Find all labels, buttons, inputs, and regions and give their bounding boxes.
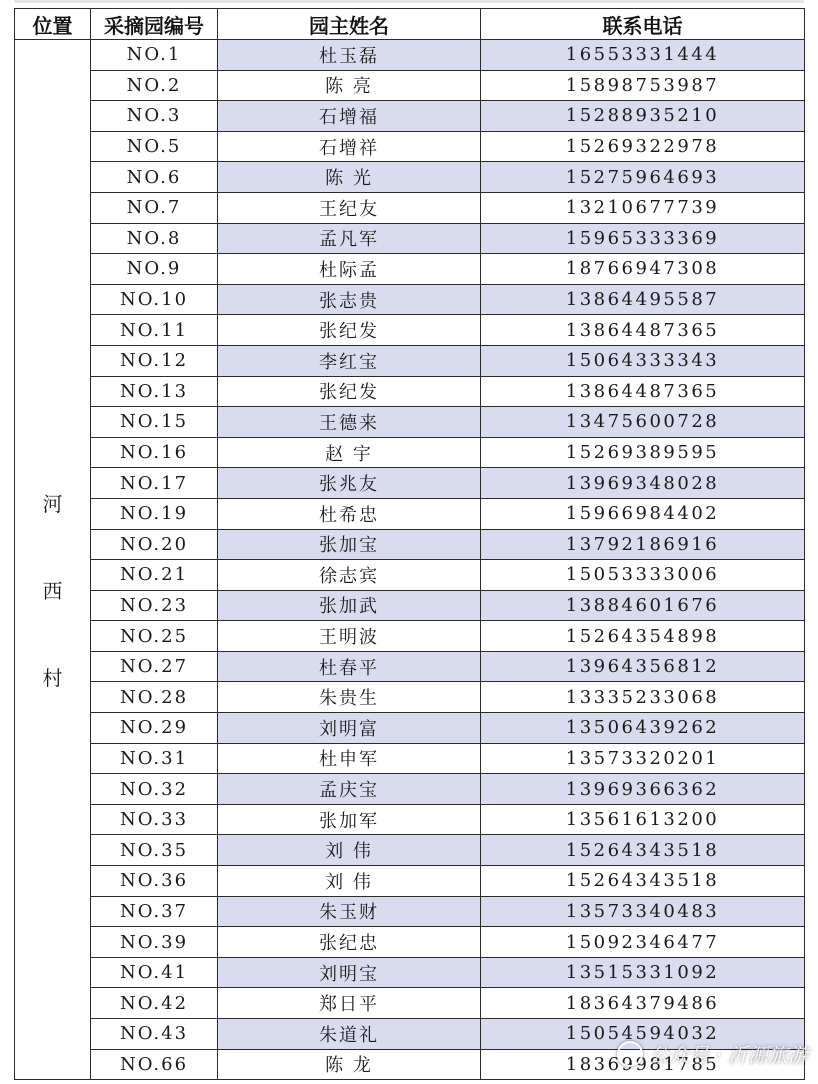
table-row <box>15 223 805 254</box>
phone-cell: 13864487365 <box>481 315 805 346</box>
header-row <box>15 9 805 40</box>
garden-number-cell: NO.32 <box>91 774 218 805</box>
table-row <box>15 651 805 682</box>
garden-number-cell: NO.12 <box>91 345 218 376</box>
table-row <box>15 713 805 744</box>
table-row <box>15 1049 805 1080</box>
owner-name-cell: 刘 伟 <box>218 866 481 897</box>
table-row <box>15 866 805 897</box>
garden-number-cell: NO.9 <box>91 254 218 285</box>
header-garden-number: 采摘园编号 <box>91 9 218 40</box>
table-row <box>15 407 805 438</box>
table-row <box>15 315 805 346</box>
table-row <box>15 468 805 499</box>
phone-cell: 13506439262 <box>481 713 805 744</box>
phone-cell: 13884601676 <box>481 590 805 621</box>
table-row <box>15 498 805 529</box>
table-row <box>15 621 805 652</box>
garden-number-cell: NO.17 <box>91 468 218 499</box>
table-row <box>15 774 805 805</box>
table-row <box>15 896 805 927</box>
table-row <box>15 376 805 407</box>
garden-number-cell: NO.6 <box>91 162 218 193</box>
garden-number-cell: NO.25 <box>91 621 218 652</box>
garden-number-cell: NO.39 <box>91 927 218 958</box>
phone-cell: 13561613200 <box>481 804 805 835</box>
owner-name-cell: 朱道礼 <box>218 1019 481 1050</box>
table-row <box>15 40 805 71</box>
phone-cell: 13573320201 <box>481 743 805 774</box>
phone-cell: 18364379486 <box>481 988 805 1019</box>
owner-name-cell: 张加宝 <box>218 529 481 560</box>
garden-number-cell: NO.66 <box>91 1049 218 1080</box>
table-row <box>15 70 805 101</box>
table-row <box>15 254 805 285</box>
phone-cell: 15288935210 <box>481 101 805 132</box>
owner-name-cell: 郑日平 <box>218 988 481 1019</box>
garden-number-cell: NO.8 <box>91 223 218 254</box>
garden-number-cell: NO.23 <box>91 590 218 621</box>
table-row <box>15 927 805 958</box>
phone-cell: 15054594032 <box>481 1019 805 1050</box>
phone-cell: 13573340483 <box>481 896 805 927</box>
owner-name-cell: 张加军 <box>218 804 481 835</box>
table-row <box>15 835 805 866</box>
garden-number-cell: NO.16 <box>91 437 218 468</box>
table-row <box>15 131 805 162</box>
owner-name-cell: 刘明宝 <box>218 957 481 988</box>
table-row <box>15 957 805 988</box>
table-row <box>15 1019 805 1050</box>
phone-cell: 16553331444 <box>481 40 805 71</box>
phone-cell: 15053333006 <box>481 560 805 591</box>
phone-cell: 13864495587 <box>481 284 805 315</box>
location-cell <box>15 40 91 1080</box>
owner-name-cell: 王明波 <box>218 621 481 652</box>
owner-name-cell: 杜申军 <box>218 743 481 774</box>
owner-name-cell: 陈 亮 <box>218 70 481 101</box>
owner-name-cell: 赵 宇 <box>218 437 481 468</box>
table-row <box>15 437 805 468</box>
location-village-name <box>15 488 90 691</box>
phone-cell: 15264343518 <box>481 835 805 866</box>
garden-number-cell: NO.31 <box>91 743 218 774</box>
owner-name-cell: 张兆友 <box>218 468 481 499</box>
phone-cell: 15064333343 <box>481 345 805 376</box>
phone-cell: 15269322978 <box>481 131 805 162</box>
garden-number-cell: NO.43 <box>91 1019 218 1050</box>
phone-cell: 15898753987 <box>481 70 805 101</box>
table-row <box>15 284 805 315</box>
garden-number-cell: NO.3 <box>91 101 218 132</box>
garden-number-cell: NO.42 <box>91 988 218 1019</box>
owner-name-cell: 朱玉财 <box>218 896 481 927</box>
phone-cell: 13335233068 <box>481 682 805 713</box>
location-char: 西 <box>42 579 63 604</box>
table-row <box>15 529 805 560</box>
phone-cell: 13969348028 <box>481 468 805 499</box>
location-char: 河 <box>42 492 63 517</box>
header-owner-name: 园主姓名 <box>218 9 481 40</box>
owner-name-cell: 孟凡军 <box>218 223 481 254</box>
owner-name-cell: 张加武 <box>218 590 481 621</box>
owner-name-cell: 陈 龙 <box>218 1049 481 1080</box>
phone-cell: 15269389595 <box>481 437 805 468</box>
phone-cell: 13210677739 <box>481 192 805 223</box>
header-phone: 联系电话 <box>481 9 805 40</box>
phone-cell: 13969366362 <box>481 774 805 805</box>
table-row <box>15 682 805 713</box>
owner-name-cell: 张志贵 <box>218 284 481 315</box>
table-row <box>15 560 805 591</box>
phone-cell: 13792186916 <box>481 529 805 560</box>
table-body <box>15 40 805 1080</box>
phone-cell: 15264354898 <box>481 621 805 652</box>
phone-cell: 15275964693 <box>481 162 805 193</box>
garden-number-cell: NO.2 <box>91 70 218 101</box>
owner-name-cell: 石增福 <box>218 101 481 132</box>
orchard-contact-table <box>14 8 805 1080</box>
table-row <box>15 345 805 376</box>
owner-name-cell: 李红宝 <box>218 345 481 376</box>
table-row <box>15 162 805 193</box>
table-row <box>15 804 805 835</box>
garden-number-cell: NO.13 <box>91 376 218 407</box>
garden-number-cell: NO.37 <box>91 896 218 927</box>
table-row <box>15 101 805 132</box>
owner-name-cell: 杜春平 <box>218 651 481 682</box>
phone-cell: 15965333369 <box>481 223 805 254</box>
owner-name-cell: 朱贵生 <box>218 682 481 713</box>
owner-name-cell: 陈 光 <box>218 162 481 193</box>
garden-number-cell: NO.5 <box>91 131 218 162</box>
phone-cell: 15092346477 <box>481 927 805 958</box>
owner-name-cell: 张纪忠 <box>218 927 481 958</box>
owner-name-cell: 刘明富 <box>218 713 481 744</box>
garden-number-cell: NO.29 <box>91 713 218 744</box>
garden-number-cell: NO.20 <box>91 529 218 560</box>
phone-cell: 18766947308 <box>481 254 805 285</box>
garden-number-cell: NO.15 <box>91 407 218 438</box>
table-row <box>15 192 805 223</box>
garden-number-cell: NO.1 <box>91 40 218 71</box>
table-row <box>15 590 805 621</box>
garden-number-cell: NO.11 <box>91 315 218 346</box>
owner-name-cell: 杜希忠 <box>218 498 481 529</box>
phone-cell: 13864487365 <box>481 376 805 407</box>
owner-name-cell: 王德来 <box>218 407 481 438</box>
table-row <box>15 988 805 1019</box>
garden-number-cell: NO.19 <box>91 498 218 529</box>
table-row <box>15 743 805 774</box>
owner-name-cell: 张纪发 <box>218 315 481 346</box>
garden-number-cell: NO.10 <box>91 284 218 315</box>
phone-cell: 13964356812 <box>481 651 805 682</box>
garden-number-cell: NO.36 <box>91 866 218 897</box>
owner-name-cell: 刘 伟 <box>218 835 481 866</box>
owner-name-cell: 孟庆宝 <box>218 774 481 805</box>
owner-name-cell: 杜玉磊 <box>218 40 481 71</box>
owner-name-cell: 石增祥 <box>218 131 481 162</box>
garden-number-cell: NO.27 <box>91 651 218 682</box>
owner-name-cell: 王纪友 <box>218 192 481 223</box>
owner-name-cell: 张纪发 <box>218 376 481 407</box>
phone-cell: 18369981785 <box>481 1049 805 1080</box>
garden-number-cell: NO.33 <box>91 804 218 835</box>
phone-cell: 15966984402 <box>481 498 805 529</box>
garden-number-cell: NO.35 <box>91 835 218 866</box>
garden-number-cell: NO.28 <box>91 682 218 713</box>
garden-number-cell: NO.41 <box>91 957 218 988</box>
phone-cell: 13475600728 <box>481 407 805 438</box>
location-char: 村 <box>42 666 63 691</box>
owner-name-cell: 杜际孟 <box>218 254 481 285</box>
top-rule <box>14 0 804 3</box>
phone-cell: 15264343518 <box>481 866 805 897</box>
garden-number-cell: NO.21 <box>91 560 218 591</box>
watermark-text: 公众号 · 沂源旅游 <box>648 1043 808 1067</box>
garden-number-cell: NO.7 <box>91 192 218 223</box>
owner-name-cell: 徐志宾 <box>218 560 481 591</box>
header-location: 位置 <box>15 9 91 40</box>
phone-cell: 13515331092 <box>481 957 805 988</box>
